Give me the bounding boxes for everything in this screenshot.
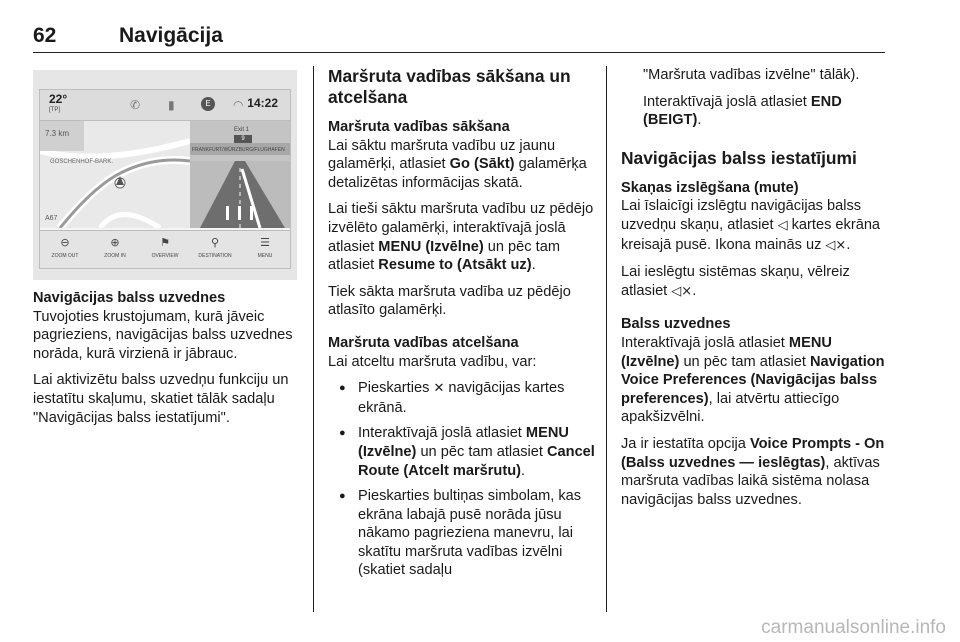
eco-badge: E <box>201 97 215 111</box>
page-number: 62 <box>33 24 57 47</box>
page-header <box>33 20 885 53</box>
zoom-in-button[interactable]: ⊕ ZOOM IN <box>90 231 140 269</box>
zoom-out-button[interactable]: ⊖ ZOOM OUT <box>40 231 90 269</box>
paragraph: Tuvojoties krustojumam, kurā jāveic pagrieziens, navigācijas balss uzvednes norāda, kurā virzienā ir jābrauc. <box>33 308 293 362</box>
media-icon: ▮ <box>168 98 175 112</box>
destination-button[interactable]: ⚲ DESTINATION <box>190 231 240 269</box>
temperature-readout: 22° <box>49 92 68 106</box>
paragraph: Interaktīvajā joslā atlasiet MENU (Izvēlne) un pēc tam atlasiet Navigation Voice Preferences (Navigācijas balss preferences), lai atvērtu attiecīgo apakšizvēlni. <box>621 334 885 426</box>
status-bar <box>40 90 290 121</box>
continued-text: Interaktīvajā joslā atlasiet END (BEIGT). <box>643 93 842 129</box>
section-heading: Maršruta vadības sākšana un atcelšana <box>328 66 571 107</box>
middle-column <box>328 66 596 587</box>
navigation-screenshot <box>33 70 297 280</box>
destination-sign: FRANKFURT/WÜRZBURG/FLUGHAFEN <box>192 147 285 153</box>
subheading: Balss uzvednes <box>621 316 731 333</box>
list-item: ● Interaktīvajā joslā atlasiet MENU (Izvēlne) un pēc tam atlasiet Cancel Route (Atcelt maršrutu). <box>328 424 596 480</box>
phone-icon: ✆ <box>130 98 141 112</box>
interaction-selector-bar <box>40 230 290 269</box>
menu-icon: ☰ <box>260 237 270 249</box>
bullet-list <box>328 379 596 580</box>
left-column <box>33 289 297 435</box>
destination-search-icon: ⚲ <box>210 237 220 249</box>
speaker-icon: ◁ <box>777 217 788 233</box>
paragraph: Lai ieslēgtu sistēmas skaņu, vēlreiz atlasiet ◁×. <box>621 264 850 299</box>
column-divider <box>606 66 607 612</box>
subheading: Maršruta vadības atcelšana <box>328 334 519 351</box>
right-column <box>621 66 887 517</box>
watermark: carmanualsonline.info <box>761 617 946 638</box>
zoom-in-icon: ⊕ <box>110 237 120 249</box>
subheading: Skaņas izslēgšana (mute) <box>621 179 799 196</box>
road-label: A67 <box>45 215 58 222</box>
distance-readout: 7.3 km <box>45 129 70 138</box>
speaker-muted-icon: ◁× <box>671 283 693 299</box>
paragraph: Lai īslaicīgi izslēgtu navigācijas balss uzvedņu skaņu, atlasiet ◁ kartes ekrāna kreisajā pusē. Ikona mainās uz ◁×. <box>621 198 881 253</box>
map-view[interactable] <box>40 121 190 228</box>
voice-prompts-heading: Navigācijas balss uzvednes <box>33 290 226 306</box>
junction-view[interactable] <box>190 121 290 228</box>
menu-button[interactable]: ☰ MENU <box>240 231 290 269</box>
exit-number-sign: 9 <box>234 135 252 143</box>
close-icon: ✕ <box>433 381 445 397</box>
list-item: ● Pieskarties bultiņas simbolam, kas ekrāna labajā pusē norāda jūsu nākamo pagrieziena manevru, lai skatītu maršruta vadības izvēlni (skatiet sadaļu <box>328 487 596 580</box>
zoom-out-icon: ⊖ <box>60 237 70 249</box>
exit-label: Exit 1 <box>234 127 250 133</box>
list-item: ● Pieskarties ✕ navigācijas kartes ekrānā. <box>328 379 596 417</box>
wifi-icon: ◠ <box>233 98 244 112</box>
continued-text: "Maršruta vadības izvēlne" tālāk). <box>643 67 860 83</box>
clock: 14:22 <box>247 96 278 110</box>
overview-button[interactable]: ⚑ OVERVIEW <box>140 231 190 269</box>
paragraph: Lai aktivizētu balss uzvedņu funkciju un iestatītu skaļumu, skatiet tālāk sadaļu "Navigācijas balss iestatījumi". <box>33 372 289 426</box>
map-place-label: GOSCHENHOF-BARK. <box>50 159 114 165</box>
paragraph: Lai sāktu maršruta vadību uz jaunu galamērķi, atlasiet Go (Sākt) galamērķa detalizētas informācijas skatā. <box>328 137 587 191</box>
paragraph: Lai tieši sāktu maršruta vadību uz pēdējo izvēlēto galamērķi, interaktīvajā joslā atlasiet MENU (Izvēlne) un pēc tam atlasiet Resume to (Atsākt uz). <box>328 201 594 274</box>
column-divider <box>313 66 314 612</box>
paragraph: Tiek sākta maršruta vadība uz pēdējo atlasīto galamērķi. <box>328 283 571 319</box>
subheading: Maršruta vadības sākšana <box>328 119 510 135</box>
nav-display <box>39 89 291 269</box>
paragraph: Ja ir iestatīta opcija Voice Prompts - On (Balss uzvednes — ieslēgtas), aktīvas maršruta vadības laikā sistēma nolasa navigācijas balss uzvednes. <box>621 435 885 508</box>
paragraph: Lai atceltu maršruta vadību, var: <box>328 353 537 370</box>
speaker-muted-icon: ◁× <box>825 237 847 253</box>
traffic-program-indicator: [TP] <box>49 107 61 113</box>
flag-icon: ⚑ <box>160 237 170 249</box>
section-heading: Navigācijas balss iestatījumi <box>621 147 857 168</box>
page-title: Navigācija <box>119 24 223 47</box>
